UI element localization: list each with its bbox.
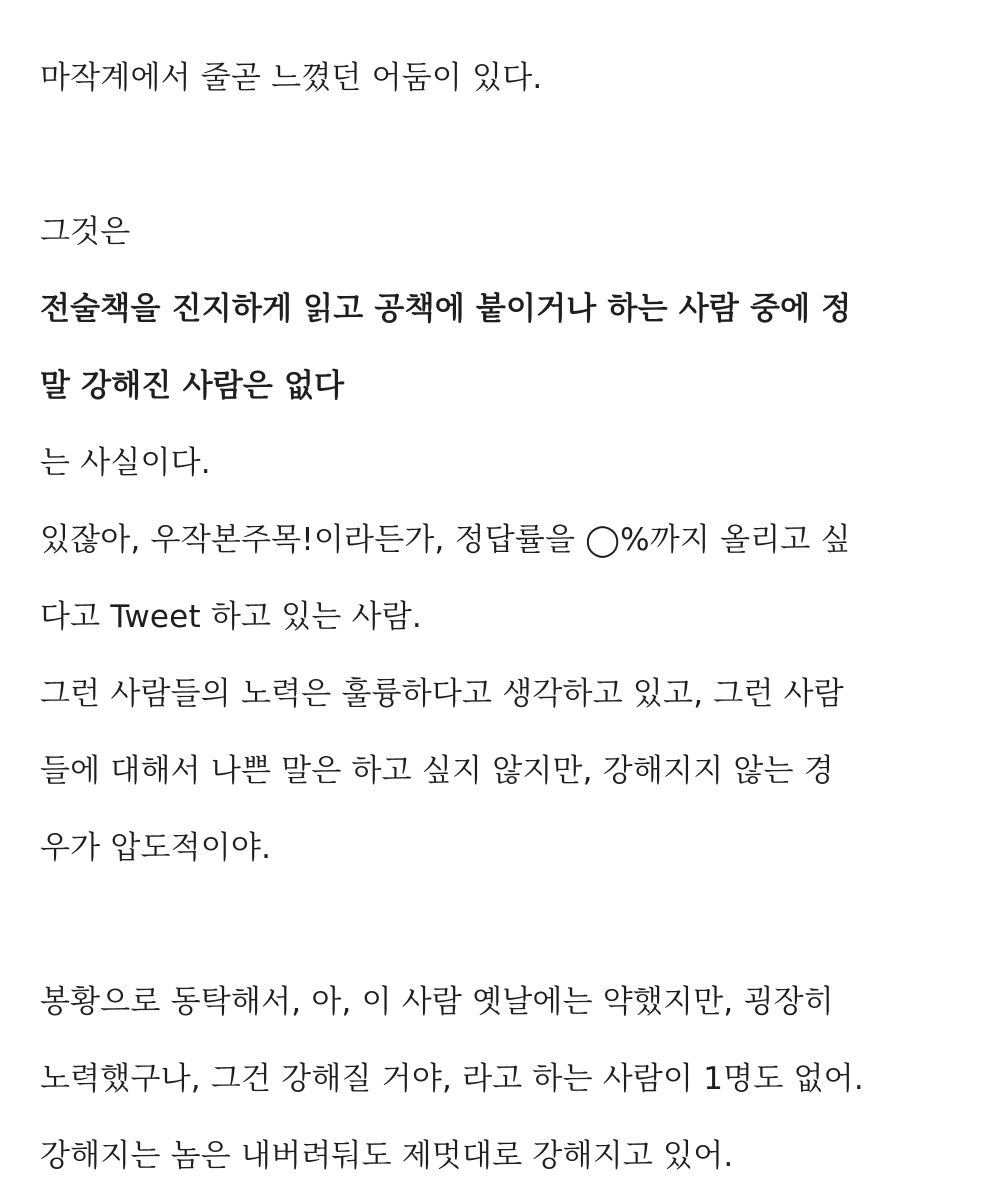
article-body [40,40,960,1195]
paragraph-spacer [40,887,960,964]
paragraph-spacer [40,117,960,194]
bold-text-line: 전술책을 진지하게 읽고 공책에 붙이거나 하는 사람 중에 정 [40,291,852,327]
text-line: 는 사실이다. [40,445,211,481]
bold-text-line: 말 강해진 사람은 없다 [40,368,345,404]
text-line: 우가 압도적이야. [40,830,272,866]
text-line: 노력했구나, 그건 강해질 거야, 라고 하는 사람이 1명도 없어. [40,1061,864,1097]
text-line: 봉황으로 동탁해서, 아, 이 사람 옛날에는 약했지만, 굉장히 [40,984,834,1020]
text-line: 그런 사람들의 노력은 훌륭하다고 생각하고 있고, 그런 사람 [40,676,844,712]
text-line: 강해지는 놈은 내버려둬도 제멋대로 강해지고 있어. [40,1138,734,1174]
text-line: 그것은 [40,214,131,250]
text-line: 다고 Tweet 하고 있는 사람. [40,599,422,635]
text-line: 마작계에서 줄곧 느꼈던 어둠이 있다. [40,60,543,96]
text-line: 있잖아, 우작본주목!이라든가, 정답률을 ◯%까지 올리고 싶 [40,522,851,558]
text-line: 들에 대해서 나쁜 말은 하고 싶지 않지만, 강해지지 않는 경 [40,753,834,789]
